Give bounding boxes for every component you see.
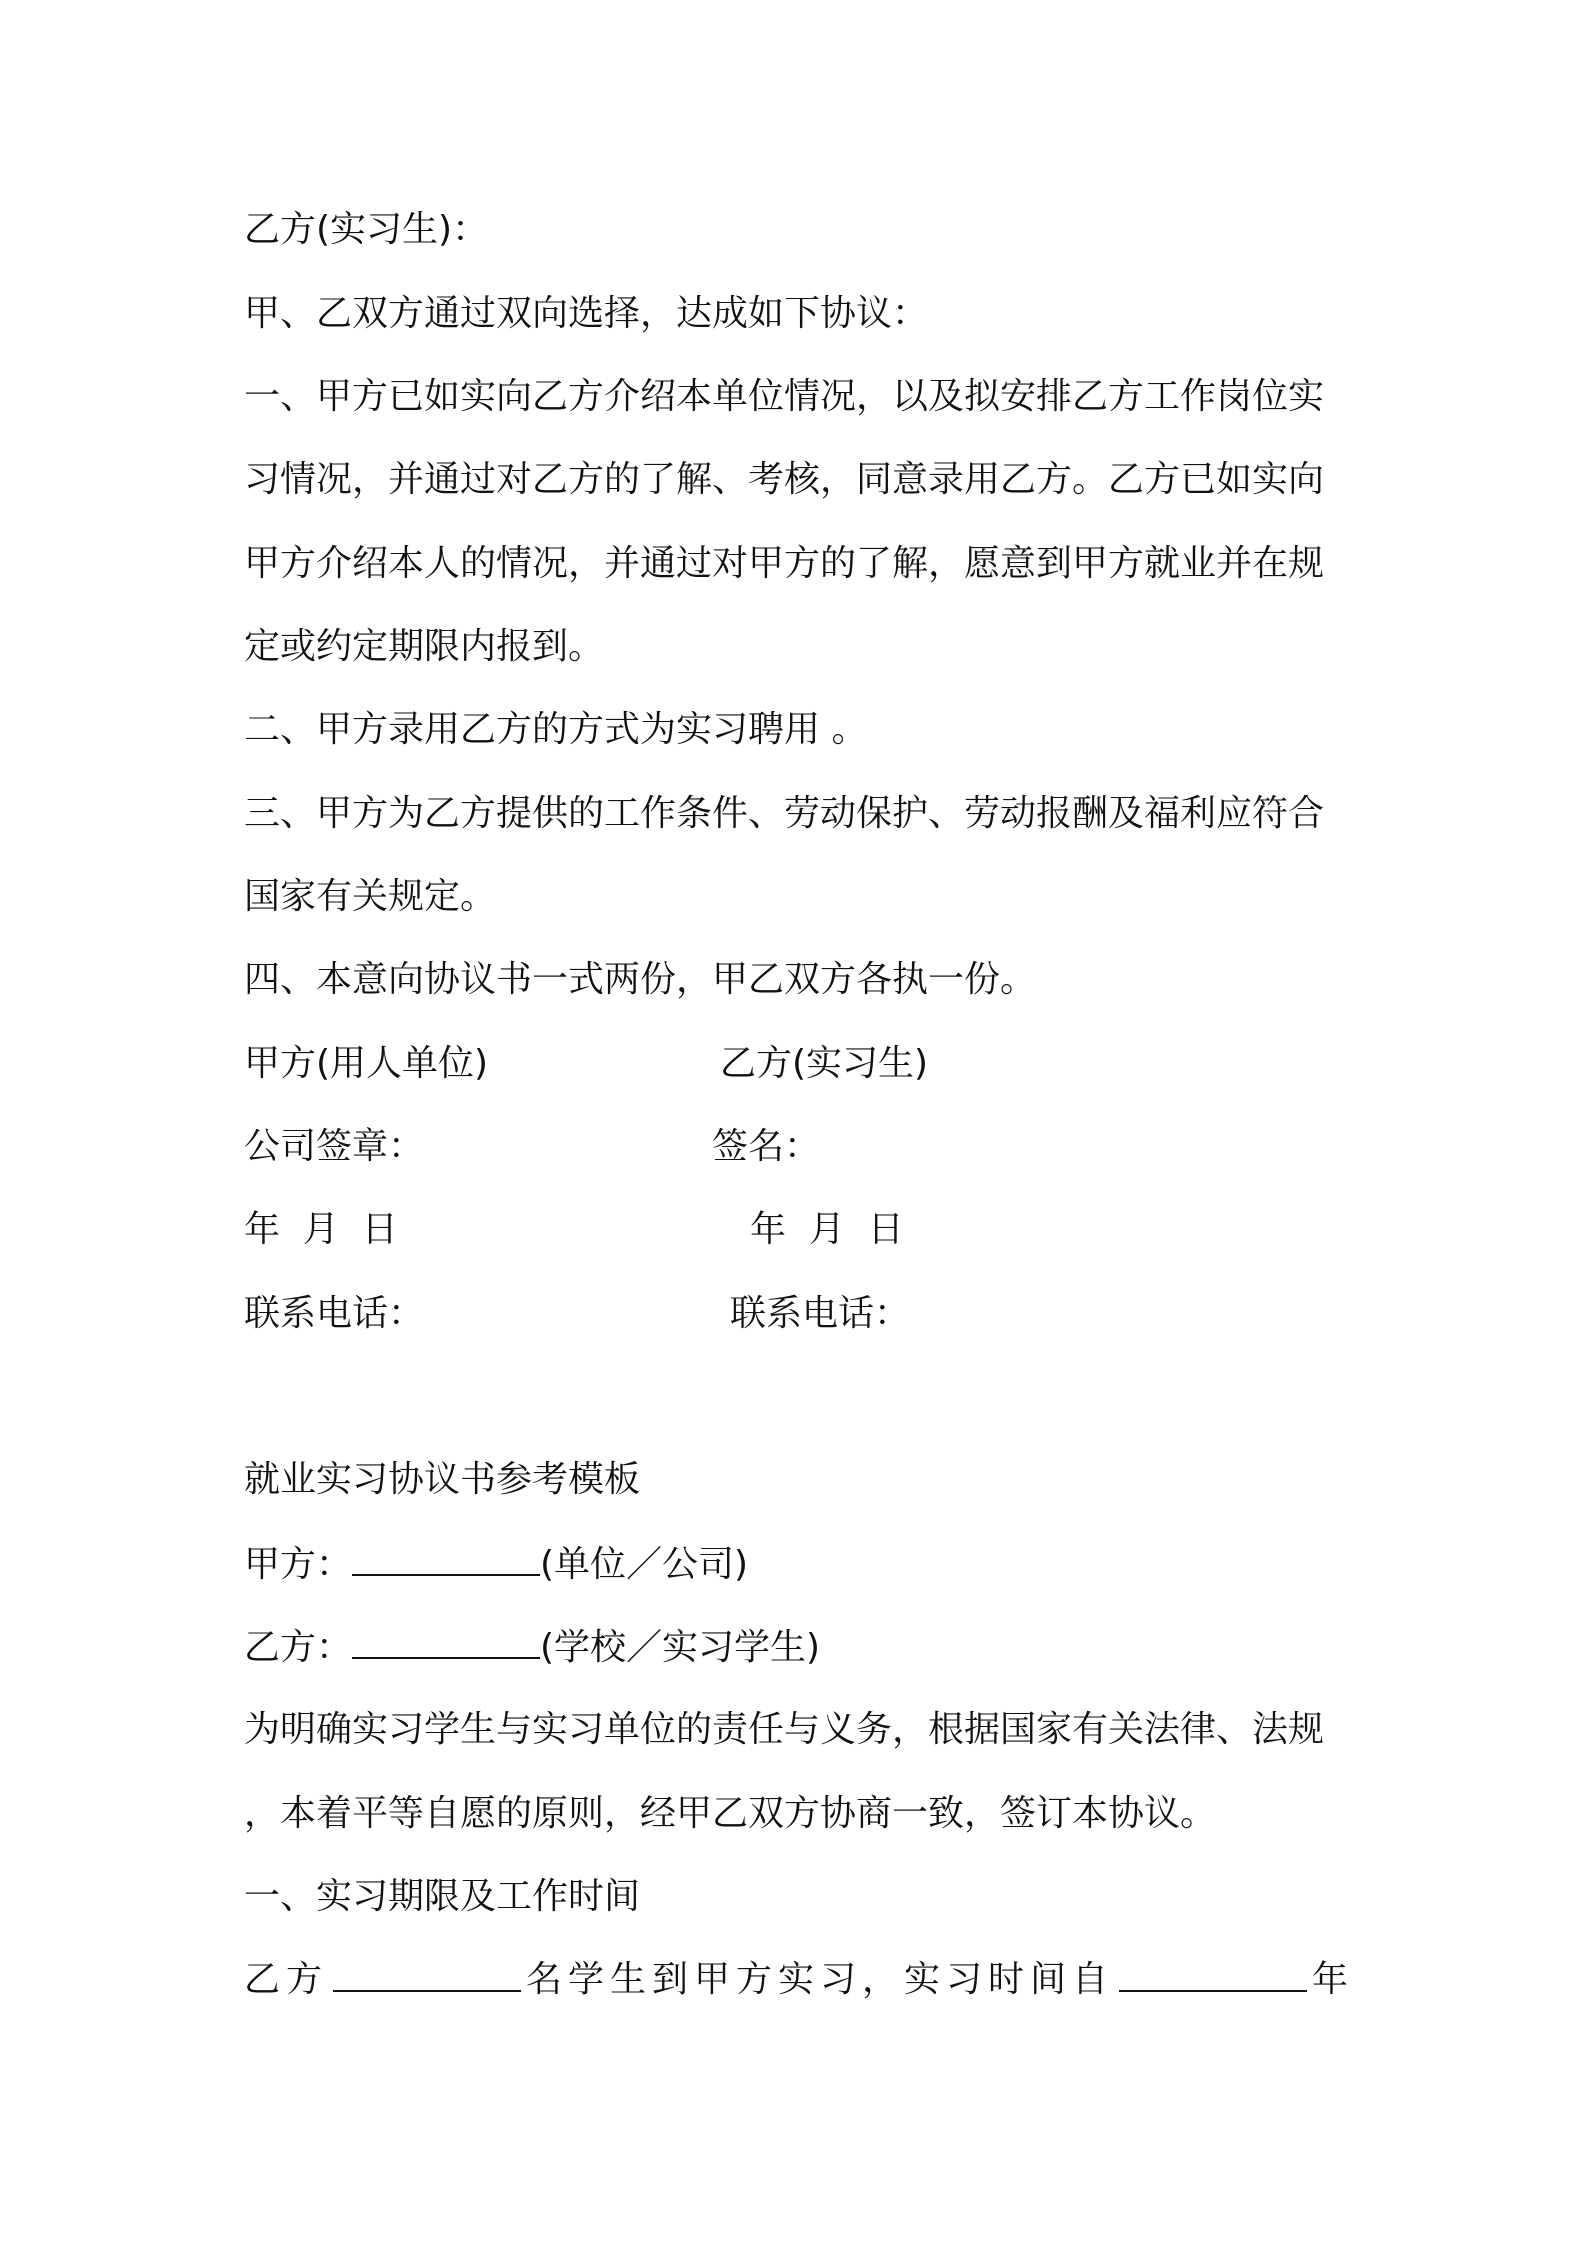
sig-left-phone: 联系电话： [244,1293,425,1334]
party-a-suffix: (单位／公司) [540,1544,749,1585]
clause-1-line-1: 一、甲方已如实向乙方介绍本单位情况，以及拟安排乙方工作岗位实 [244,376,1325,417]
party-b-blank [352,1623,540,1659]
sig-right-date: 年 月 日 [750,1209,904,1250]
section-1-title: 一、实习期限及工作时间 [244,1876,641,1917]
student-count-blank [333,1956,521,1992]
template-title: 就业实习协议书参考模板 [244,1459,641,1500]
agreement-intro: 甲、乙双方通过双向选择，达成如下协议： [244,293,929,334]
party-b-heading: 乙方(实习生)： [244,209,489,250]
purpose-line-2: ，本着平等自愿的原则，经甲乙双方协商一致，签订本协议。 [244,1793,1217,1834]
sig-left-party: 甲方(用人单位) [244,1043,489,1084]
clause-1-line-3: 甲方介绍本人的情况，并通过对甲方的了解，愿意到甲方就业并在规 [244,543,1325,584]
sig-left-company-seal: 公司签章： [244,1126,425,1167]
party-a-label: 甲方： [244,1544,353,1585]
section-1-part-2: 名学生到甲方实习，实习时间自 [525,1959,1114,2000]
party-b-label: 乙方： [244,1627,353,1668]
clause-3-line-1: 三、甲方为乙方提供的工作条件、劳动保护、劳动报酬及福利应符合 [244,793,1325,834]
sig-left-date: 年 月 日 [244,1209,398,1250]
clause-3-line-2: 国家有关规定。 [244,876,497,917]
purpose-line-1: 为明确实习学生与实习单位的责任与义务，根据国家有关法律、法规 [244,1709,1325,1750]
party-a-blank [352,1540,540,1576]
sig-right-signature: 签名： [712,1126,821,1167]
party-b-suffix: (学校／实习学生) [540,1627,821,1668]
section-1-part-3: 年 [1311,1959,1354,2000]
section-1-part-1: 乙方 [244,1959,329,2000]
sig-right-phone: 联系电话： [730,1293,911,1334]
clause-4: 四、本意向协议书一式两份，甲乙双方各执一份。 [244,959,1037,1000]
sig-right-party: 乙方(实习生) [720,1043,929,1084]
clause-1-line-2: 习情况，并通过对乙方的了解、考核，同意录用乙方。乙方已如实向 [244,459,1325,500]
section-1-text [244,1956,1354,2004]
clause-1-line-4: 定或约定期限内报到。 [244,626,605,667]
party-a-line [244,1540,1354,1589]
clause-2: 二、甲方录用乙方的方式为实习聘用 。 [244,709,868,750]
start-year-blank [1119,1956,1307,1992]
party-b-line [244,1623,1354,1672]
